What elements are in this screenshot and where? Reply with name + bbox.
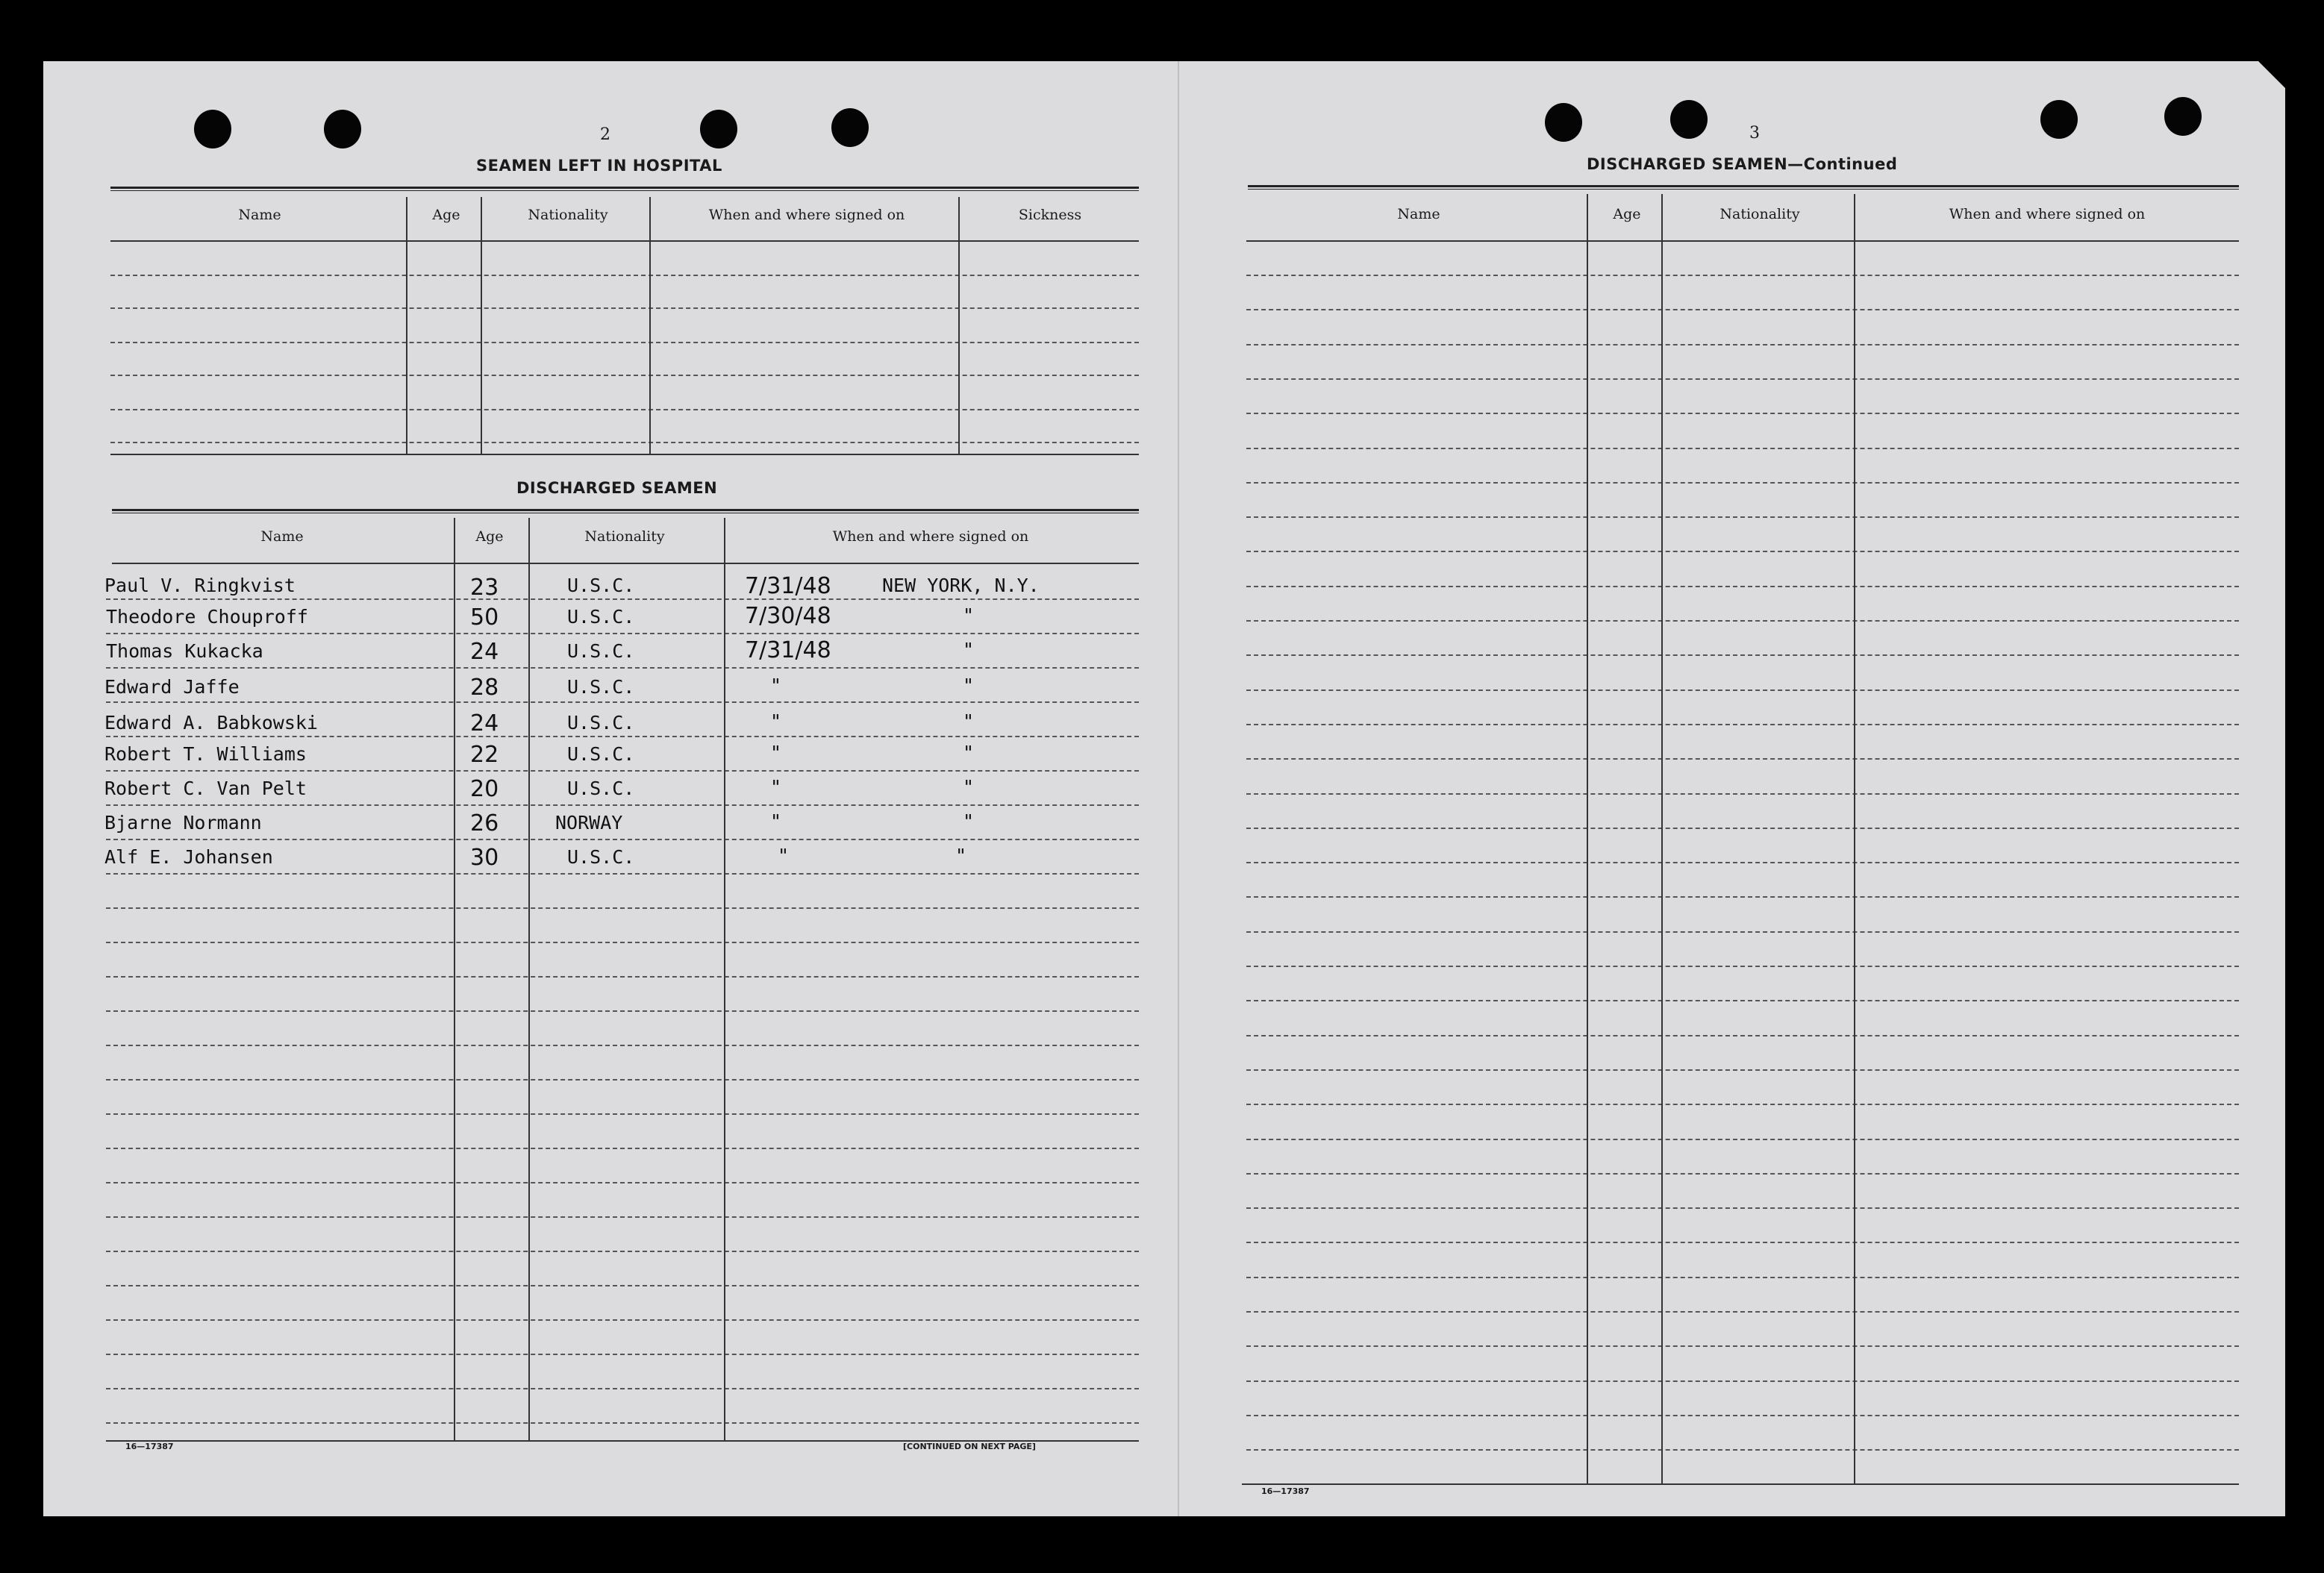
- ruling-line: [1246, 1035, 2239, 1036]
- discharged-continued-title: [1587, 155, 1897, 173]
- ruling-line: [1246, 689, 2239, 691]
- continued-note: [CONTINUED ON NEXT PAGE]: [903, 1442, 1036, 1451]
- punch-hole: [831, 108, 869, 147]
- right-page: [1178, 61, 2285, 1516]
- ruling-line: [1246, 413, 2239, 414]
- ruling-line: [1246, 1345, 2239, 1347]
- punch-hole: [324, 110, 361, 148]
- form-number: 16—17387: [125, 1442, 174, 1451]
- ruling-line: [1246, 966, 2239, 967]
- signed-on-date: ": [770, 742, 782, 763]
- col-nationality: Nationality: [1719, 206, 1800, 222]
- signed-on-place: ": [963, 604, 975, 626]
- ruling-line: [106, 1216, 1139, 1218]
- signed-on-place: ": [955, 845, 967, 866]
- signed-on-date: 7/31/48: [745, 637, 831, 663]
- ruling-line: [1246, 551, 2239, 552]
- ruling-line: [1246, 1277, 2239, 1278]
- ruling-line: [1246, 1207, 2239, 1209]
- ruling-line: [106, 976, 1139, 978]
- ruling-line: [1246, 758, 2239, 760]
- seaman-name: Robert T. Williams: [104, 743, 307, 765]
- hospital-col-signed-on: When and where signed on: [708, 207, 905, 223]
- signed-on-date: ": [770, 710, 782, 732]
- ruling-line: [106, 770, 1139, 772]
- col-name: Name: [1397, 206, 1440, 222]
- ruling-line: [106, 1148, 1139, 1149]
- ruling-line: [1246, 828, 2239, 829]
- ruling-line: [106, 1251, 1139, 1252]
- ruling-line: [106, 1010, 1139, 1012]
- ruling-line: [1246, 620, 2239, 622]
- seaman-name: Edward A. Babkowski: [104, 712, 318, 734]
- seaman-age: 50: [470, 604, 499, 631]
- ruling-line: [106, 873, 1139, 875]
- ruling-line: [106, 1388, 1139, 1389]
- signed-on-place: ": [963, 810, 975, 832]
- ruling-line: [1246, 1380, 2239, 1382]
- ruling-line: [1246, 1069, 2239, 1071]
- ruling-line: [106, 1045, 1139, 1046]
- punch-hole: [1670, 100, 1708, 139]
- folded-corner: [2258, 61, 2285, 88]
- ruling-line: [106, 1113, 1139, 1115]
- ruling-line: [1246, 482, 2239, 484]
- hospital-col-age: Age: [432, 207, 460, 223]
- seaman-nationality: U.S.C.: [567, 575, 635, 596]
- signed-on-date: ": [770, 810, 782, 832]
- seaman-name: Theodore Chouproff: [106, 606, 308, 628]
- ruling-line: [1246, 793, 2239, 795]
- ruling-line: [1246, 896, 2239, 898]
- signed-on-place: ": [963, 639, 975, 660]
- seaman-name: Alf E. Johansen: [104, 846, 273, 868]
- ruling-line: [106, 804, 1139, 806]
- ruling-line: [106, 1182, 1139, 1183]
- seaman-age: 24: [470, 639, 499, 665]
- discharged-col-signed-on: When and where signed on: [832, 528, 1029, 545]
- ruling-line: [106, 701, 1139, 703]
- ruling-line: [106, 942, 1139, 943]
- signed-on-place: ": [963, 675, 975, 696]
- ruling-line: [106, 1079, 1139, 1081]
- ruling-line: [1246, 724, 2239, 725]
- seaman-nationality: U.S.C.: [567, 846, 635, 868]
- page-number: 3: [1749, 124, 1760, 143]
- punch-hole: [1545, 103, 1582, 142]
- signed-on-date: 7/31/48: [745, 573, 831, 599]
- ruling-line: [1246, 586, 2239, 587]
- ruling-line: [106, 839, 1139, 840]
- ruling-line: [1246, 378, 2239, 380]
- seaman-age: 22: [470, 742, 499, 768]
- signed-on-place: ": [963, 742, 975, 763]
- seaman-age: 28: [470, 675, 499, 701]
- ruling-line: [106, 1422, 1139, 1424]
- discharged-section-title: DISCHARGED SEAMEN: [516, 479, 718, 497]
- seaman-nationality: U.S.C.: [567, 676, 635, 698]
- seaman-age: 24: [470, 710, 499, 737]
- seaman-name: Edward Jaffe: [104, 676, 240, 698]
- seaman-nationality: U.S.C.: [567, 712, 635, 734]
- ruling-line: [1246, 1242, 2239, 1243]
- punch-hole: [2164, 97, 2202, 136]
- seaman-name: Paul V. Ringkvist: [104, 575, 296, 596]
- seaman-age: 30: [470, 845, 499, 871]
- seaman-nationality: NORWAY: [555, 812, 623, 834]
- punch-hole: [194, 110, 231, 148]
- signed-on-date: 7/30/48: [745, 603, 831, 629]
- ruling-line: [1246, 1104, 2239, 1105]
- page-number: 2: [600, 125, 610, 144]
- seaman-nationality: U.S.C.: [567, 640, 635, 662]
- ruling-line: [106, 1285, 1139, 1286]
- ruling-line: [106, 736, 1139, 737]
- seaman-name: Robert C. Van Pelt: [104, 778, 307, 799]
- ruling-line: [1246, 1311, 2239, 1313]
- ruling-line: [1246, 931, 2239, 933]
- left-page: [43, 61, 1178, 1516]
- form-number: 16—17387: [1261, 1486, 1310, 1496]
- ruling-line: [1246, 862, 2239, 863]
- ruling-line: [1246, 516, 2239, 518]
- signed-on-date: ": [770, 675, 782, 696]
- ruling-line: [1246, 1000, 2239, 1001]
- signed-on-place: ": [963, 710, 975, 732]
- signed-on-date: ": [778, 845, 790, 866]
- ruling-line: [106, 1319, 1139, 1321]
- ruling-line: [106, 907, 1139, 909]
- col-signed-on: When and where signed on: [1949, 206, 2146, 222]
- ruling-line: [1246, 1449, 2239, 1451]
- ruling-line: [106, 1354, 1139, 1355]
- ruling-line: [1246, 1139, 2239, 1140]
- hospital-section-title: SEAMEN LEFT IN HOSPITAL: [476, 157, 722, 175]
- seaman-nationality: U.S.C.: [567, 743, 635, 765]
- signed-on-place: NEW YORK, N.Y.: [882, 575, 1040, 596]
- hospital-col-name: Name: [238, 207, 281, 223]
- discharged-col-age: Age: [475, 528, 504, 545]
- seaman-nationality: U.S.C.: [567, 606, 635, 628]
- seaman-name: Bjarne Normann: [104, 812, 262, 834]
- ruling-line: [1246, 344, 2239, 345]
- ruling-line: [1246, 1173, 2239, 1175]
- seaman-age: 23: [470, 575, 499, 601]
- ruling-line: [106, 667, 1139, 669]
- ruling-line: [1246, 275, 2239, 276]
- seaman-age: 26: [470, 810, 499, 836]
- signed-on-place: ": [963, 776, 975, 798]
- ruling-line: [1246, 448, 2239, 449]
- hospital-col-sickness: Sickness: [1018, 207, 1082, 223]
- punch-hole: [700, 110, 737, 148]
- ruling-line: [106, 598, 1139, 600]
- ruling-line: [1246, 654, 2239, 656]
- hospital-col-nationality: Nationality: [528, 207, 608, 223]
- ruling-line: [1246, 309, 2239, 310]
- col-age: Age: [1613, 206, 1641, 222]
- ruling-line: [106, 633, 1139, 634]
- seaman-name: Thomas Kukacka: [106, 640, 263, 662]
- punch-hole: [2040, 100, 2078, 139]
- seaman-nationality: U.S.C.: [567, 778, 635, 799]
- title-continued: —Continued: [1787, 155, 1898, 173]
- signed-on-date: ": [770, 776, 782, 798]
- seaman-age: 20: [470, 776, 499, 802]
- discharged-col-nationality: Nationality: [584, 528, 665, 545]
- discharged-col-name: Name: [260, 528, 304, 545]
- ruling-line: [1246, 1415, 2239, 1416]
- title-main: DISCHARGED SEAMEN: [1587, 155, 1788, 173]
